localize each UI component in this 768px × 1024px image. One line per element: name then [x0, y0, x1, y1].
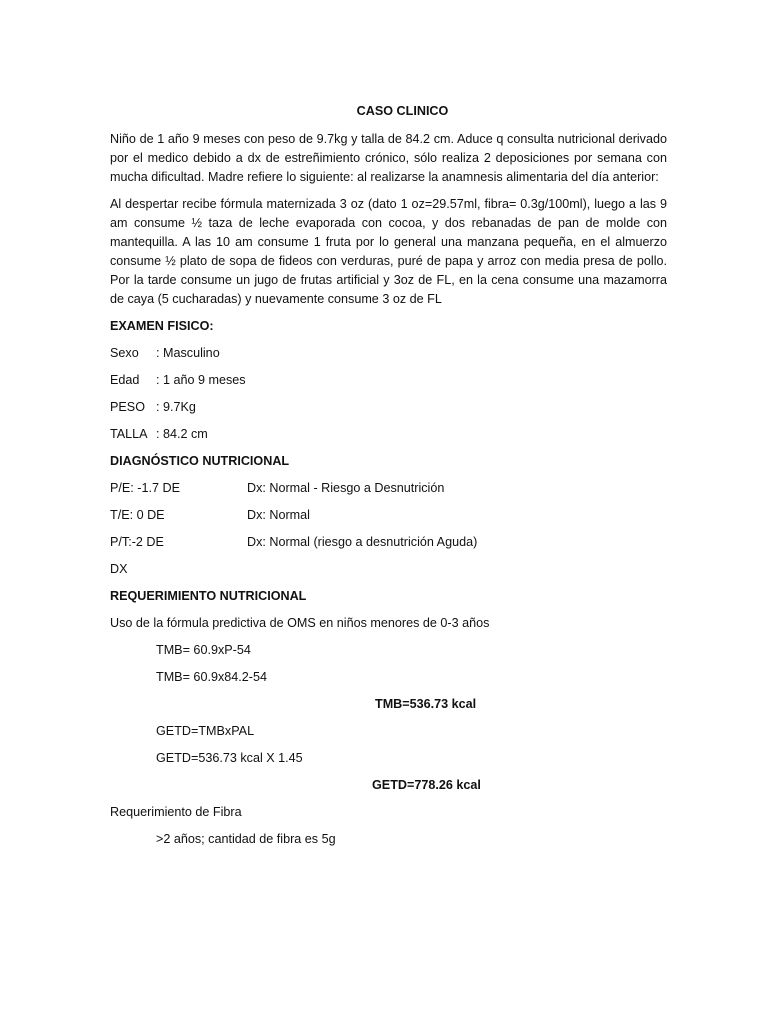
diagnosis-indicator: P/T:-2 DE: [110, 535, 164, 549]
fiber-text: >2 años; cantidad de fibra es 5g: [156, 832, 336, 846]
diagnosis-heading: DIAGNÓSTICO NUTRICIONAL: [110, 454, 290, 468]
getd-result: GETD=778.26 kcal: [372, 778, 481, 792]
exam-label: PESO: [110, 400, 145, 414]
exam-label: Sexo: [110, 346, 139, 360]
exam-value: : 84.2 cm: [156, 427, 208, 441]
fiber-heading: Requerimiento de Fibra: [110, 805, 242, 819]
tmb-formula: TMB= 60.9xP-54: [156, 643, 251, 657]
getd-formula: GETD=TMBxPAL: [156, 724, 255, 738]
document-page: [110, 102, 667, 857]
requirement-intro: Uso de la fórmula predictiva de OMS en niños menores de 0-3 años: [110, 616, 490, 630]
exam-value: : 9.7Kg: [156, 400, 196, 414]
document-title: CASO CLINICO: [356, 104, 449, 118]
exam-value: : 1 año 9 meses: [156, 373, 246, 387]
tmb-result: TMB=536.73 kcal: [375, 697, 477, 711]
diagnosis-indicator: P/E: -1.7 DE: [110, 481, 180, 495]
diagnosis-result: Dx: Normal: [247, 508, 310, 522]
exam-row-edad: [110, 371, 667, 390]
exam-label: TALLA: [110, 427, 148, 441]
diagnosis-result: Dx: Normal - Riesgo a Desnutrición: [247, 481, 445, 495]
exam-label: Edad: [110, 373, 140, 387]
exam-heading: EXAMEN FISICO:: [110, 319, 214, 333]
exam-row-sexo: [110, 344, 667, 363]
case-intro-paragraph: Niño de 1 año 9 meses con peso de 9.7kg y talla de 84.2 cm. Aduce q consulta nutricional derivado por el medico debido a dx de estreñimiento crónico, sólo realiza 2 deposiciones por semana con mucha dificultad. Madre refiere lo siguiente: al realizarse la anamnesis alimentaria del día anterior:: [110, 132, 667, 184]
diagnosis-row-pt: [110, 533, 667, 552]
diagnosis-indicator: T/E: 0 DE: [110, 508, 165, 522]
exam-row-peso: [110, 398, 667, 417]
diet-history-paragraph: Al despertar recibe fórmula maternizada 3 oz (dato 1 oz=29.57ml, fibra= 0.3g/100ml), luego a las 9 am consume ½ taza de leche evaporada con cocoa, y dos rebanadas de pan de molde con mantequilla. A las 10 am consume 1 fruta por lo general una manzana pequeña, en el almuerzo consume ½ plato de sopa de fideos con verduras, puré de papa y arroz con media presa de pollo. Por la tarde consume un jugo de frutas artificial y 3oz de FL, en la cena consume una mazamorra de caya (5 cucharadas) y nuevamente consume 3 oz de FL: [110, 197, 667, 306]
getd-substitution: GETD=536.73 kcal X 1.45: [156, 751, 303, 765]
exam-row-talla: [110, 425, 667, 444]
tmb-substitution: TMB= 60.9x84.2-54: [156, 670, 267, 684]
diagnosis-result: Dx: Normal (riesgo a desnutrición Aguda): [247, 535, 478, 549]
diagnosis-row-te: [110, 506, 667, 525]
requirement-heading: REQUERIMIENTO NUTRICIONAL: [110, 589, 307, 603]
exam-value: : Masculino: [156, 346, 220, 360]
dx-label: DX: [110, 562, 128, 576]
diagnosis-row-pe: [110, 479, 667, 498]
